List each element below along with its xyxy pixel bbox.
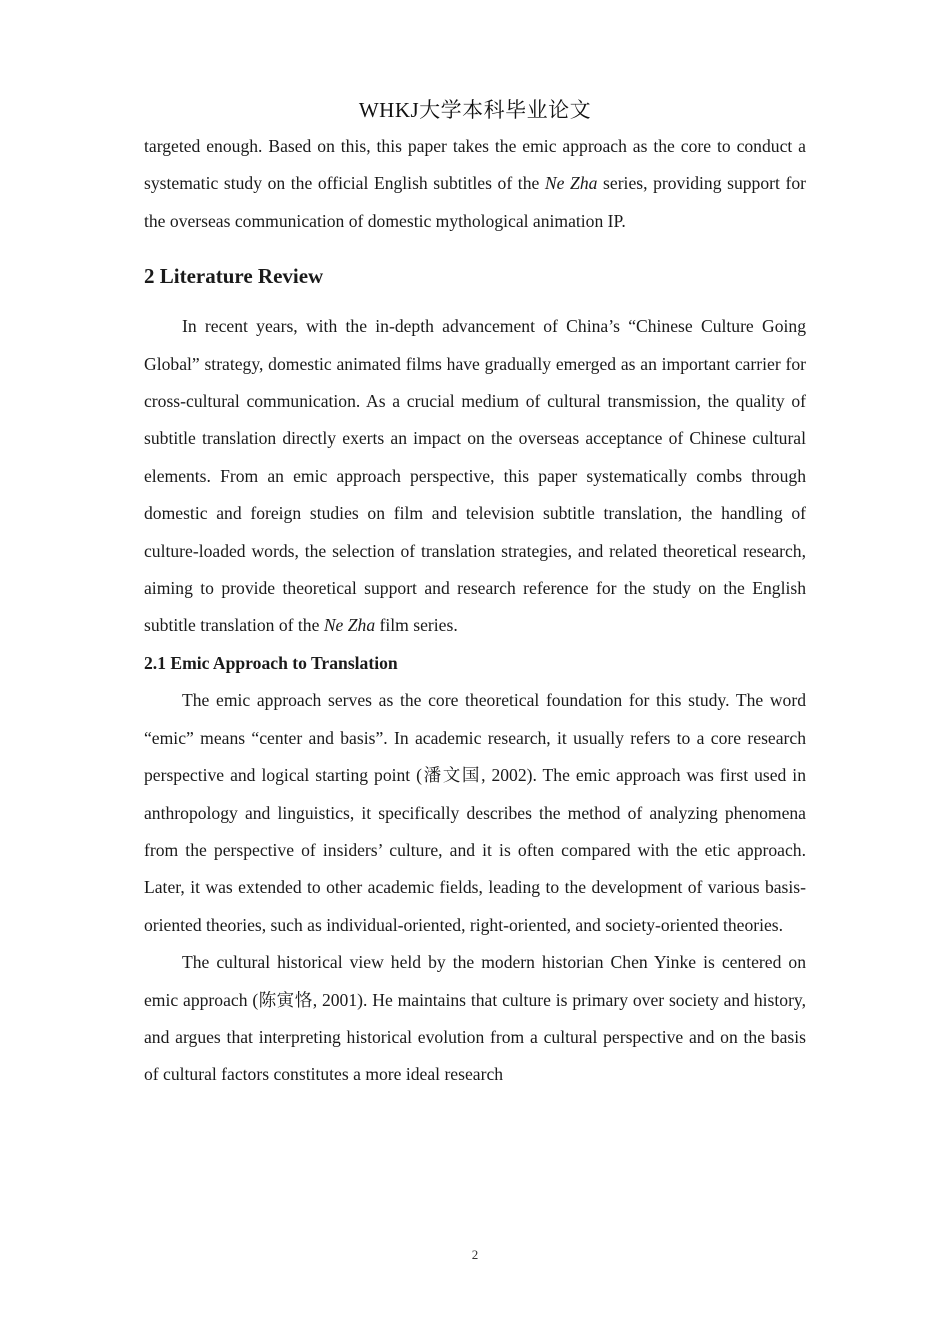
text-segment: The emic approach serves as the core theoretical foundation for this study. The word “emic” means “center and basis”. In academic research, it usually refers to a core research perspective and logical starting point (潘文国, 2002). The emic approach was first used in anthropology and linguistics, it specifically describes the method of analyzing phenomena from the perspective of insiders’ culture, and it is often compared with the etic approach. Later, it was extended to other academic fields, leading to the development of various basis-oriented theories, such as individual-oriented, right-oriented, and society-oriented theories. <box>144 690 806 935</box>
section-heading-literature-review: 2 Literature Review <box>144 264 324 289</box>
film-title: Ne Zha <box>544 173 598 194</box>
text-segment: The cultural historical view held by the modern historian Chen Yinke is centered on emic approach (陈寅恪, 2001). He maintains that culture is primary over society and history, and argues that interpreting historical evolution from a cultural perspective and on the basis of cultural factors constitutes a more ideal research <box>144 952 806 1085</box>
film-title: Ne Zha <box>323 615 376 636</box>
page-number: 2 <box>471 1247 479 1262</box>
paragraph-chen-yinke <box>144 944 806 1094</box>
paragraph-intro-continued <box>144 128 806 240</box>
running-header: WHKJ大学本科毕业论文 <box>358 98 592 122</box>
text-segment: In recent years, with the in-depth advancement of China’s “Chinese Culture Going Global” strategy, domestic animated films have gradually emerged as an important carrier for cross-cultural communication. As a crucial medium of cultural transmission, the quality of subtitle translation directly exerts an impact on the overseas acceptance of Chinese cultural elements. From an emic approach perspective, this paper systematically combs through domestic and foreign studies on film and television subtitle translation, the handling of culture-loaded words, the selection of translation strategies, and related theoretical research, aiming to provide theoretical support and research reference for the study on the English subtitle translation of the <box>144 316 806 636</box>
subsection-heading-emic-approach: 2.1 Emic Approach to Translation <box>144 652 398 673</box>
text-segment: targeted enough. Based on this, this paper takes the emic approach as the core to conduct a systematic study on the official English subtitles of the <box>144 136 806 194</box>
paragraph-literature-overview <box>144 308 806 645</box>
paragraph-emic-approach <box>144 682 806 944</box>
text-segment: film series. <box>375 615 458 636</box>
document-body <box>144 128 806 1094</box>
text-segment: series, providing support for the overseas communication of domestic mythological animation IP. <box>144 173 806 231</box>
